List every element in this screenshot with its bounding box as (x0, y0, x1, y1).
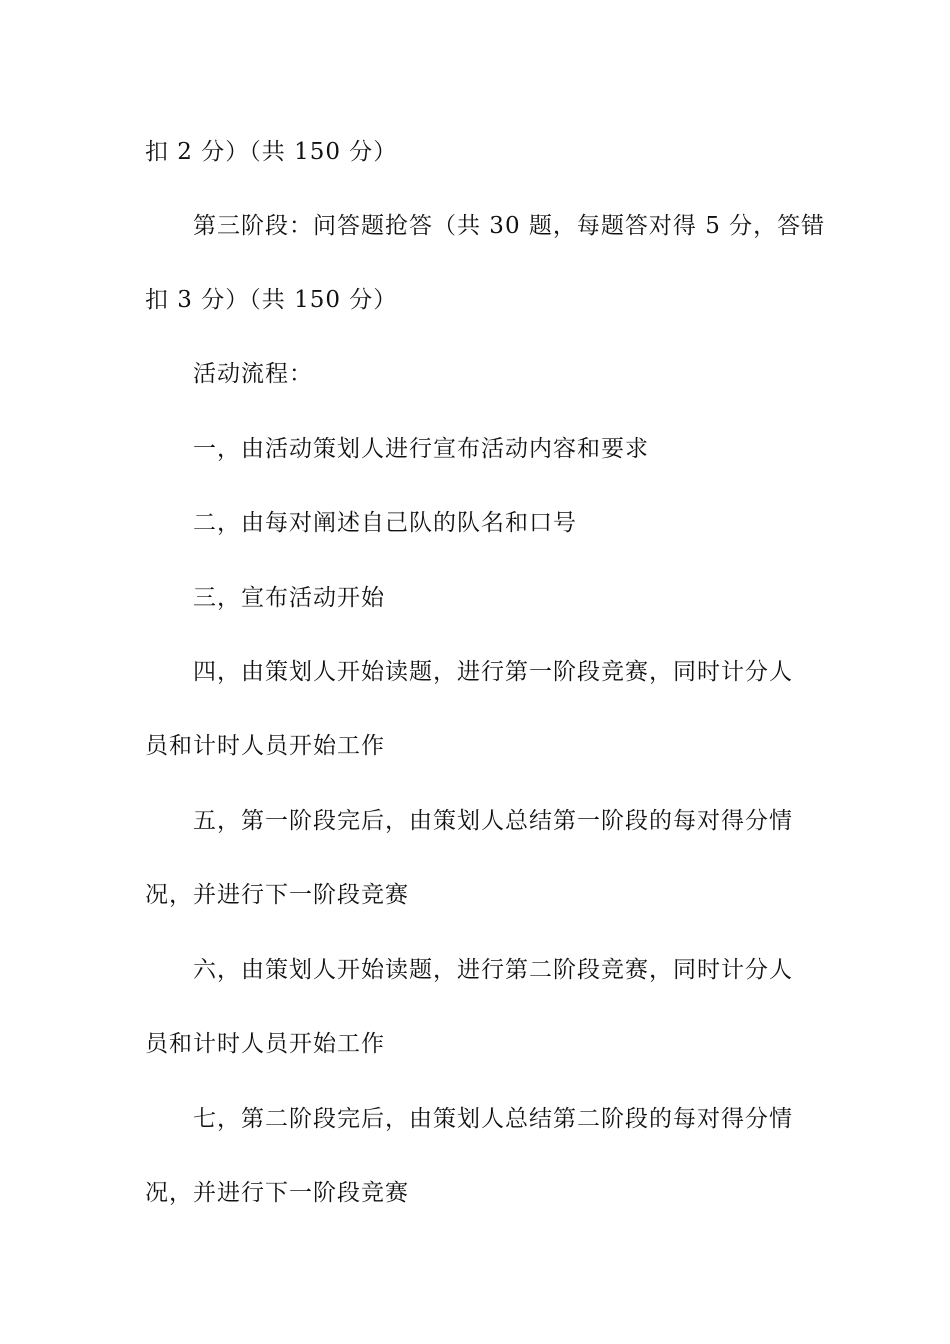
text-line-continuation: 扣 3 分）（共 150 分） (145, 287, 398, 313)
text-line-continuation: 况，并进行下一阶段竞赛 (145, 1180, 409, 1206)
step-three: 三，宣布活动开始 (193, 585, 385, 611)
text-line-continuation: 员和计时人员开始工作 (145, 1031, 385, 1057)
step-one: 一，由活动策划人进行宣布活动内容和要求 (193, 436, 649, 462)
text-line-continuation: 扣 2 分）（共 150 分） (145, 139, 398, 165)
step-seven: 七，第二阶段完后，由策划人总结第二阶段的每对得分情 (193, 1106, 793, 1132)
stage-three-paragraph: 第三阶段：问答题抢答（共 30 题，每题答对得 5 分，答错 (193, 213, 826, 239)
step-two: 二，由每对阐述自己队的队名和口号 (193, 510, 577, 536)
step-five: 五，第一阶段完后，由策划人总结第一阶段的每对得分情 (193, 808, 793, 834)
process-heading: 活动流程： (193, 361, 313, 387)
text-line-continuation: 员和计时人员开始工作 (145, 733, 385, 759)
text-line-continuation: 况，并进行下一阶段竞赛 (145, 882, 409, 908)
step-four: 四，由策划人开始读题，进行第一阶段竞赛，同时计分人 (193, 659, 793, 685)
step-six: 六，由策划人开始读题，进行第二阶段竞赛，同时计分人 (193, 957, 793, 983)
